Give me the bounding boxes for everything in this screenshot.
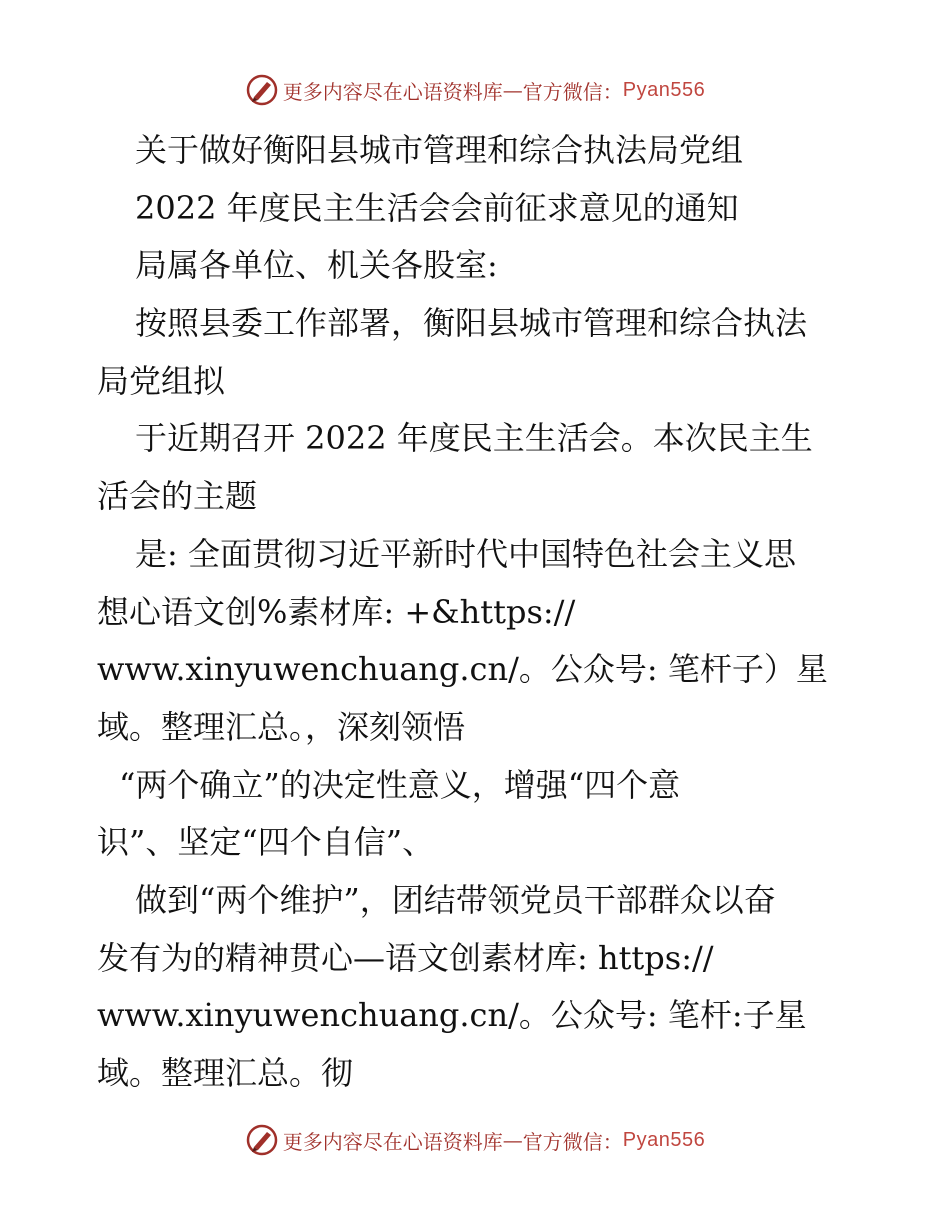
brush-logo-icon (245, 1123, 279, 1157)
banner-wechat-id: Pyan556 (622, 78, 706, 101)
paragraph-line: 想心语文创%素材库: +&https:// (97, 592, 576, 631)
title-line-2: 2022 年度民主生活会会前征求意见的通知 (135, 188, 739, 227)
paragraph-line: 于近期召开 2022 年度民主生活会。本次民主生 (135, 419, 813, 458)
banner-wechat-label: 官方微信： (522, 79, 623, 104)
paragraph-line: 是: 全面贯彻习近平新时代中国特色社会主义思 (135, 534, 796, 573)
document-body (97, 122, 857, 1103)
paragraph-line: www.xinyuwenchuang.cn/。公众号: 笔杆子）星 (97, 650, 828, 689)
paragraph-line: 按照县委工作部署，衡阳县城市管理和综合执法 (135, 304, 808, 343)
footer-banner (0, 1120, 950, 1160)
paragraph-line: 发有为的精神贯心—语文创素材库: https:// (97, 938, 714, 977)
banner-promo-text: 更多内容尽在心语资料库 (282, 1129, 503, 1154)
banner-promo-text: 更多内容尽在心语资料库 (282, 79, 503, 104)
paragraph-line: 局党组拟 (97, 361, 226, 400)
paragraph-line: 做到“两个维护”，团结带领党员干部群众以奋 (135, 880, 776, 919)
paragraph-line: 域。整理汇总。彻 (97, 1054, 354, 1092)
banner-wechat-label: 官方微信： (522, 1129, 623, 1154)
paragraph-line: “两个确立”的决定性意义，增强“四个意 (119, 765, 681, 804)
paragraph-line: 识”、坚定“四个自信”、 (97, 823, 435, 862)
salutation-line: 局属各单位、机关各股室: (135, 246, 498, 285)
paragraph-line: 活会的主题 (97, 477, 258, 516)
paragraph-line: www.xinyuwenchuang.cn/。公众号: 笔杆:子星 (97, 996, 807, 1035)
title-line-1: 关于做好衡阳县城市管理和综合执法局党组 (135, 131, 744, 169)
banner-separator: — (502, 78, 523, 102)
brush-logo-icon (245, 73, 279, 107)
banner-separator: — (502, 1128, 523, 1152)
paragraph-line: 域。整理汇总。，深刻领悟 (97, 707, 466, 746)
banner-wechat-id: Pyan556 (622, 1128, 706, 1151)
header-banner (0, 70, 950, 110)
